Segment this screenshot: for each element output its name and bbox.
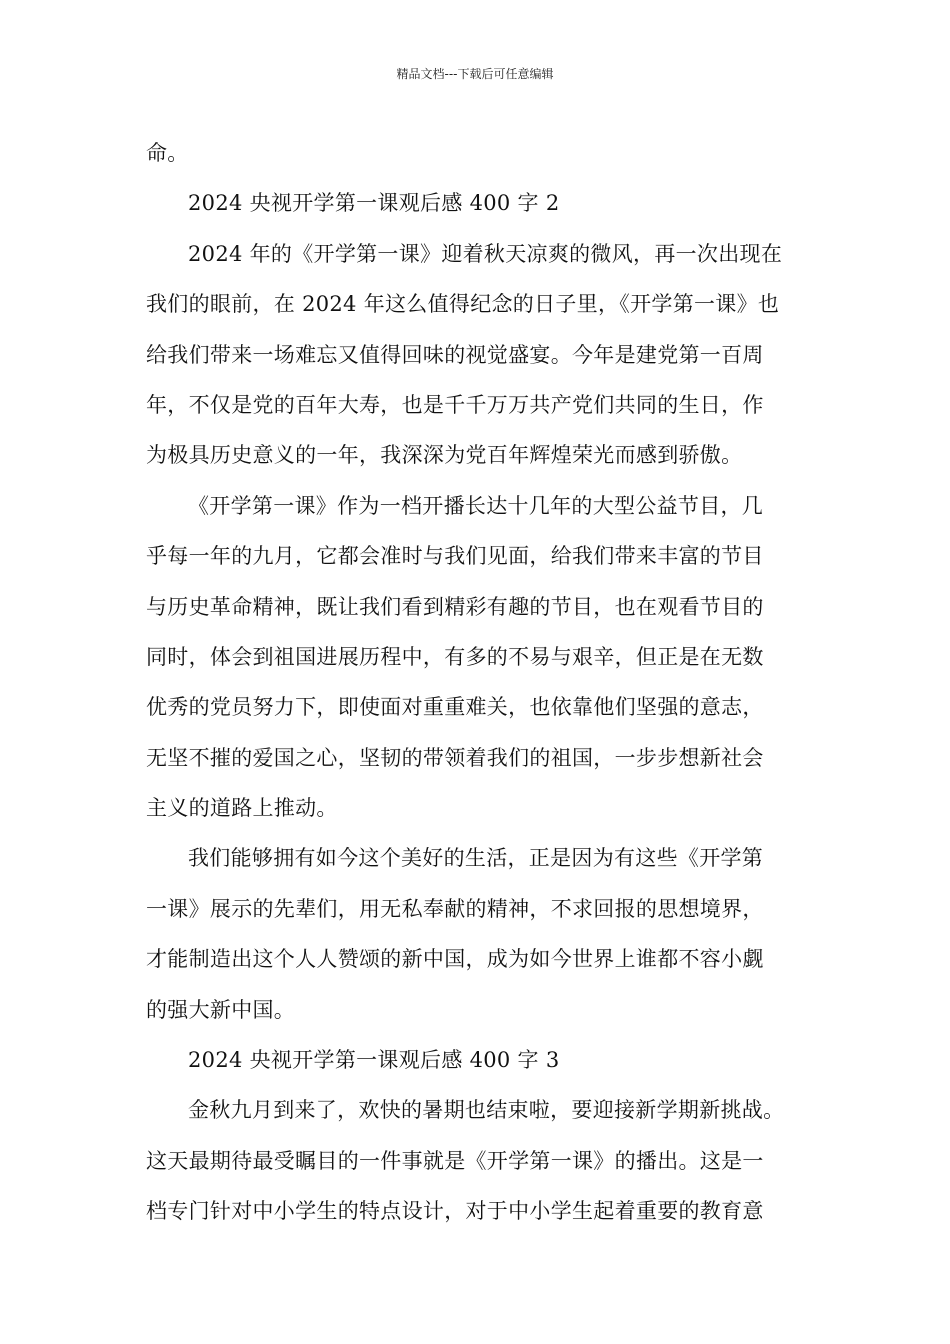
body-line: 命。 <box>146 141 189 165</box>
paragraph-line: 我们能够拥有如今这个美好的生活，正是因为有这些《开学第 <box>188 846 764 871</box>
paragraph-line: 同时，体会到祖国进展历程中，有多的不易与艰辛，但正是在无数 <box>146 644 764 669</box>
paragraph-line: 这天最期待最受瞩目的一件事就是《开学第一课》的播出。这是一 <box>146 1148 764 1173</box>
paragraph-line: 才能制造出这个人人赞颂的新中国，成为如今世界上谁都不容小觑 <box>146 947 764 972</box>
paragraph-line: 档专门针对中小学生的特点设计，对于中小学生起着重要的教育意 <box>146 1199 764 1224</box>
paragraph-line: 的强大新中国。 <box>146 997 296 1022</box>
paragraph-line: 与历史革命精神，既让我们看到精彩有趣的节目，也在观看节目的 <box>146 594 764 619</box>
paragraph-line: 给我们带来一场难忘又值得回味的视觉盛宴。今年是建党第一百周 <box>146 342 764 367</box>
page-header: 精品文档---下载后可任意编辑 <box>396 67 554 81</box>
section-heading: 2024 央视开学第一课观后感 400 字 2 <box>188 191 560 216</box>
paragraph-line: 无坚不摧的爱国之心，坚韧的带领着我们的祖国，一步步想新社会 <box>146 745 764 770</box>
paragraph-line: 乎每一年的九月，它都会准时与我们见面，给我们带来丰富的节目 <box>146 544 764 569</box>
paragraph-line: 主义的道路上推动。 <box>146 796 338 821</box>
paragraph-line: 金秋九月到来了，欢快的暑期也结束啦，要迎接新学期新挑战。 <box>188 1098 785 1123</box>
paragraph-line: 2024 年的《开学第一课》迎着秋天凉爽的微风，再一次出现在 <box>188 241 783 266</box>
paragraph-line: 我们的眼前，在 2024 年这么值得纪念的日子里，《开学第一课》也 <box>146 292 780 317</box>
document-body <box>146 128 810 1237</box>
paragraph-line: 年，不仅是党的百年大寿，也是千千万万共产党们共同的生日，作 <box>146 392 764 417</box>
paragraph-line: 一课》展示的先辈们，用无私奉献的精神，不求回报的思想境界， <box>146 896 764 921</box>
paragraph-line: 《开学第一课》作为一档开播长达十几年的大型公益节目，几 <box>188 493 764 518</box>
paragraph-line: 优秀的党员努力下，即使面对重重难关，也依靠他们坚强的意志， <box>146 695 764 720</box>
section-heading: 2024 央视开学第一课观后感 400 字 3 <box>188 1048 560 1073</box>
paragraph-line: 为极具历史意义的一年，我深深为党百年辉煌荣光而感到骄傲。 <box>146 443 743 468</box>
